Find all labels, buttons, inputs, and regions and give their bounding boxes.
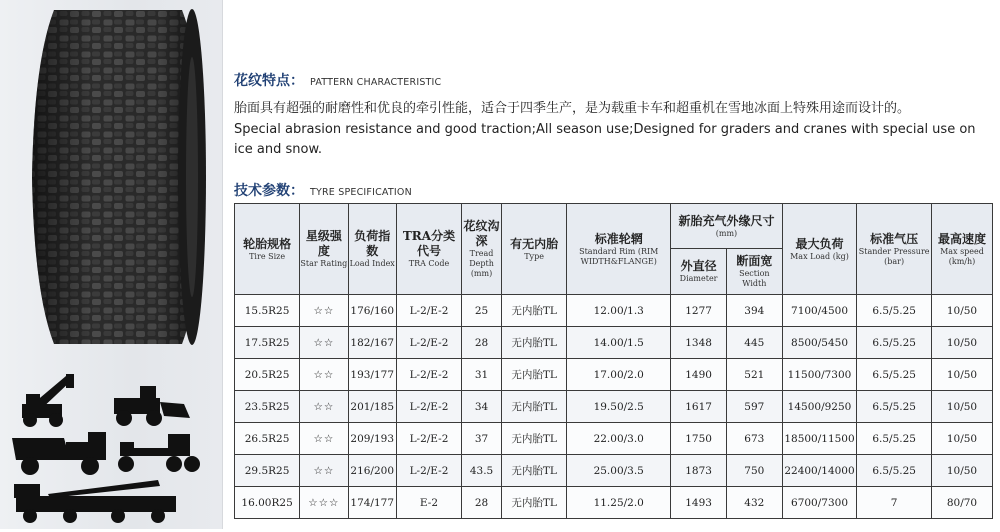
cell-load: 176/160 [348,295,396,327]
cell-load: 174/177 [348,487,396,519]
cell-depth: 28 [462,327,502,359]
col-header-speed: 最高速度 Max speed (km/h) [931,204,992,295]
cell-tra: E-2 [396,487,461,519]
cell-width: 750 [726,455,782,487]
cell-diameter: 1873 [671,455,727,487]
cell-pressure: 6.5/5.25 [857,295,932,327]
cell-tra: L-2/E-2 [396,327,461,359]
cell-pressure: 6.5/5.25 [857,327,932,359]
table-row [235,455,993,487]
spec-title-en: TYRE SPECIFICATION [310,187,412,198]
cell-type: 无内胎TL [502,327,567,359]
cell-type: 无内胎TL [502,455,567,487]
cell-maxload: 7100/4500 [782,295,857,327]
cell-width: 597 [726,391,782,423]
cell-width: 432 [726,487,782,519]
col-header-depth: 花纹沟深 Tread Depth (mm) [462,204,502,295]
cell-star: ☆☆ [300,391,348,423]
cell-depth: 34 [462,391,502,423]
cell-maxload: 11500/7300 [782,359,857,391]
cell-depth: 37 [462,423,502,455]
cell-speed: 10/50 [931,359,992,391]
cell-diameter: 1493 [671,487,727,519]
cell-width: 445 [726,327,782,359]
col-header-size: 轮胎规格 Tire Size [235,204,300,295]
col-header-rim: 标准轮辋 Standard Rim (RIM WIDTH&FLANGE) [567,204,671,295]
table-row [235,327,993,359]
cell-size: 29.5R25 [235,455,300,487]
pattern-title-cn: 花纹特点： [234,73,304,89]
tire-icon [14,2,214,352]
table-row [235,423,993,455]
cell-speed: 10/50 [931,295,992,327]
col-header-load: 负荷指数 Load Index [348,204,396,295]
spec-table [234,203,993,519]
cell-load: 201/185 [348,391,396,423]
cell-speed: 10/50 [931,327,992,359]
cell-pressure: 6.5/5.25 [857,359,932,391]
col-header-pressure: 标准气压 Stander Pressure (bar) [857,204,932,295]
col-header-maxload: 最大负荷 Max Load (kg) [782,204,857,295]
cell-maxload: 6700/7300 [782,487,857,519]
pattern-desc-en: Special abrasion resistance and good traction;All season use;Designed for graders and cranes with special use on ice and snow. [234,122,976,157]
loader-icon [114,386,190,426]
col-header-tra: TRA分类代号 TRA Code [396,204,461,295]
cell-width: 394 [726,295,782,327]
cell-diameter: 1617 [671,391,727,423]
cell-speed: 10/50 [931,391,992,423]
cell-maxload: 14500/9250 [782,391,857,423]
cell-pressure: 7 [857,487,932,519]
pattern-title-en: PATTERN CHARACTERISTIC [310,77,442,88]
col-header-type: 有无内胎 Type [502,204,567,295]
table-row [235,391,993,423]
pattern-desc-cn: 胎面具有超强的耐磨性和优良的牵引性能，适合于四季生产，是为载重卡车和超重机在雪地冰面上特殊用途而设计的。 [234,101,911,116]
cell-speed: 10/50 [931,423,992,455]
spec-title-cn: 技术参数： [234,183,304,199]
cell-star: ☆☆ [300,455,348,487]
cell-depth: 31 [462,359,502,391]
grader-icon [118,434,200,472]
cell-maxload: 18500/11500 [782,423,857,455]
col-header-diameter: 外直径 Diameter [671,249,727,295]
table-row [235,295,993,327]
cell-tra: L-2/E-2 [396,455,461,487]
table-row [235,487,993,519]
cell-type: 无内胎TL [502,391,567,423]
cell-tra: L-2/E-2 [396,359,461,391]
pattern-heading [234,70,441,90]
cell-size: 16.00R25 [235,487,300,519]
cell-star: ☆☆☆ [300,487,348,519]
cell-size: 20.5R25 [235,359,300,391]
cell-size: 23.5R25 [235,391,300,423]
cell-depth: 28 [462,487,502,519]
cell-width: 521 [726,359,782,391]
cell-star: ☆☆ [300,327,348,359]
cell-rim: 17.00/2.0 [567,359,671,391]
cell-diameter: 1490 [671,359,727,391]
cell-maxload: 22400/14000 [782,455,857,487]
cell-diameter: 1348 [671,327,727,359]
cell-load: 193/177 [348,359,396,391]
crane-truck-icon [14,480,176,523]
cell-load: 182/167 [348,327,396,359]
cell-type: 无内胎TL [502,423,567,455]
col-header-width: 断面宽 Section Width [726,249,782,295]
cell-rim: 12.00/1.3 [567,295,671,327]
cell-width: 673 [726,423,782,455]
col-header-dims: 新胎充气外缘尺寸 (mm) [671,204,782,249]
cell-size: 17.5R25 [235,327,300,359]
table-row [235,359,993,391]
cell-pressure: 6.5/5.25 [857,455,932,487]
cell-diameter: 1750 [671,423,727,455]
vehicle-icons [8,368,214,528]
cell-rim: 11.25/2.0 [567,487,671,519]
cell-size: 15.5R25 [235,295,300,327]
cell-pressure: 6.5/5.25 [857,423,932,455]
cell-depth: 25 [462,295,502,327]
cell-depth: 43.5 [462,455,502,487]
cell-load: 216/200 [348,455,396,487]
content-area [222,0,1000,529]
dump-truck-icon [12,432,106,475]
cell-diameter: 1277 [671,295,727,327]
cell-speed: 80/70 [931,487,992,519]
cell-load: 209/193 [348,423,396,455]
cell-rim: 19.50/2.5 [567,391,671,423]
cell-tra: L-2/E-2 [396,423,461,455]
cell-tra: L-2/E-2 [396,295,461,327]
cell-type: 无内胎TL [502,359,567,391]
cell-speed: 10/50 [931,455,992,487]
cell-rim: 14.00/1.5 [567,327,671,359]
cell-rim: 25.00/3.5 [567,455,671,487]
cell-size: 26.5R25 [235,423,300,455]
product-image-panel [0,0,223,529]
cell-star: ☆☆ [300,359,348,391]
cell-type: 无内胎TL [502,295,567,327]
cell-star: ☆☆ [300,295,348,327]
cell-tra: L-2/E-2 [396,391,461,423]
cell-maxload: 8500/5450 [782,327,857,359]
telehandler-icon [22,374,74,427]
cell-type: 无内胎TL [502,487,567,519]
cell-star: ☆☆ [300,423,348,455]
spec-heading [234,180,412,200]
col-header-star: 星级强度 Star Rating [300,204,348,295]
cell-rim: 22.00/3.0 [567,423,671,455]
cell-pressure: 6.5/5.25 [857,391,932,423]
